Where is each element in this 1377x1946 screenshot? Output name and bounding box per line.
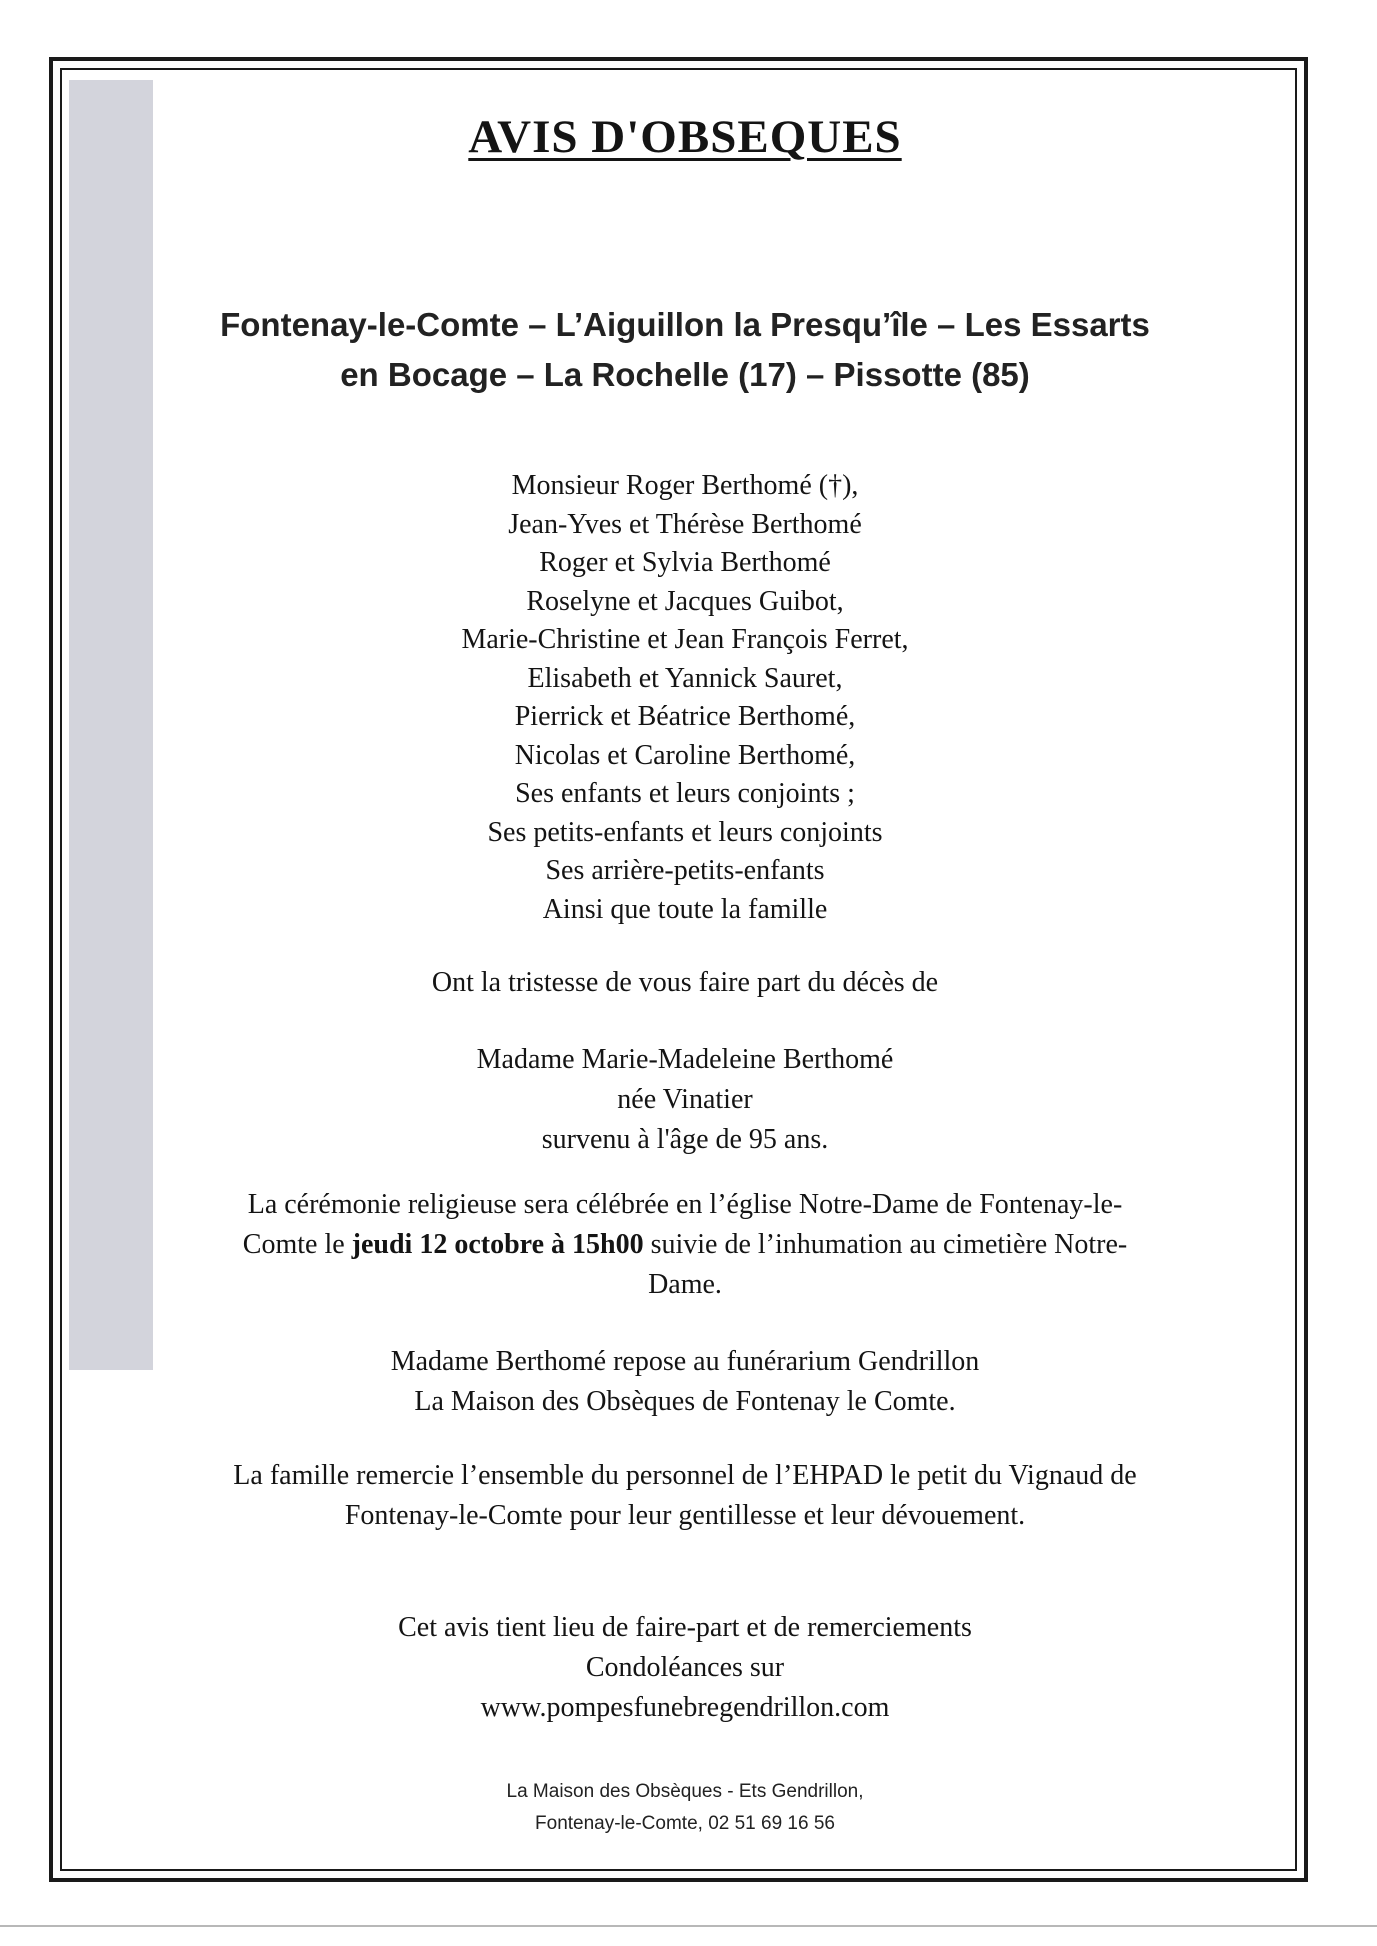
ceremony-line-3: Dame.	[648, 1269, 722, 1300]
family-member: Monsieur Roger Berthomé (†),	[511, 470, 859, 501]
deceased-name: Madame Marie-Madeleine Berthomé	[476, 1044, 894, 1075]
family-member: Ses enfants et leurs conjoints ;	[515, 778, 855, 809]
footer-line-1: La Maison des Obsèques - Ets Gendrillon,	[506, 1781, 864, 1802]
family-member: Roger et Sylvia Berthomé	[539, 547, 831, 578]
footer-line-2: Fontenay-le-Comte, 02 51 69 16 56	[535, 1813, 835, 1834]
family-list	[160, 467, 1210, 929]
repose-line-1: Madame Berthomé repose au funérarium Gendrillon	[390, 1346, 980, 1377]
family-member: Ses petits-enfants et leurs conjoints	[487, 816, 883, 848]
family-member: Ses arrière-petits-enfants	[545, 855, 825, 886]
repose-details	[160, 1342, 1210, 1422]
page-title-text: AVIS D'OBSEQUES	[468, 111, 902, 163]
locations-heading	[160, 300, 1210, 400]
funeral-home-footer	[160, 1776, 1210, 1840]
deceased-block	[160, 1040, 1210, 1160]
family-member: Ainsi que toute la famille	[542, 893, 828, 925]
page-title	[160, 110, 1210, 164]
locations-line-2: en Bocage – La Rochelle (17) – Pissotte (85)	[340, 356, 1030, 393]
ceremony-line-2-start: Comte le	[242, 1229, 352, 1260]
locations-line-1: Fontenay-le-Comte – L’Aiguillon la Presqu’île – Les Essarts	[220, 306, 1150, 343]
ceremony-details	[160, 1185, 1210, 1305]
thanks-message	[160, 1456, 1210, 1536]
repose-line-2: La Maison des Obsèques de Fontenay le Comte.	[414, 1386, 956, 1417]
ceremony-line-2	[170, 1225, 1200, 1265]
family-member: Pierrick et Béatrice Berthomé,	[514, 701, 856, 732]
deceased-age: survenu à l'âge de 95 ans.	[541, 1124, 829, 1155]
website-link[interactable]: www.pompesfunebregendrillon.com	[480, 1692, 890, 1723]
family-member: Roselyne et Jacques Guibot,	[526, 585, 844, 617]
ceremony-date-time: jeudi 12 octobre à 15h00	[351, 1229, 644, 1260]
notice-line-2: Condoléances sur	[585, 1652, 785, 1683]
notice-remarks	[160, 1608, 1210, 1728]
family-member: Elisabeth et Yannick Sauret,	[527, 662, 843, 694]
deceased-maiden-name: née Vinatier	[617, 1084, 753, 1115]
scan-edge-line	[0, 1925, 1377, 1927]
ceremony-line-1: La cérémonie religieuse sera célébrée en l’église Notre-Dame de Fontenay-le-	[247, 1189, 1123, 1220]
thanks-line-1: La famille remercie l’ensemble du personnel de l’EHPAD le petit du Vignaud de	[233, 1460, 1137, 1491]
family-member: Jean-Yves et Thérèse Berthomé	[508, 508, 862, 540]
family-member: Nicolas et Caroline Berthomé,	[514, 739, 856, 771]
announcement: Ont la tristesse de vous faire part du décès de	[431, 967, 939, 998]
notice-line-1: Cet avis tient lieu de faire-part et de remerciements	[398, 1612, 972, 1643]
ceremony-line-2-end: suivie de l’inhumation au cimetière Notre-	[643, 1229, 1128, 1260]
thanks-line-2: Fontenay-le-Comte pour leur gentillesse et leur dévouement.	[344, 1500, 1026, 1531]
family-member: Marie-Christine et Jean François Ferret,	[461, 624, 909, 655]
